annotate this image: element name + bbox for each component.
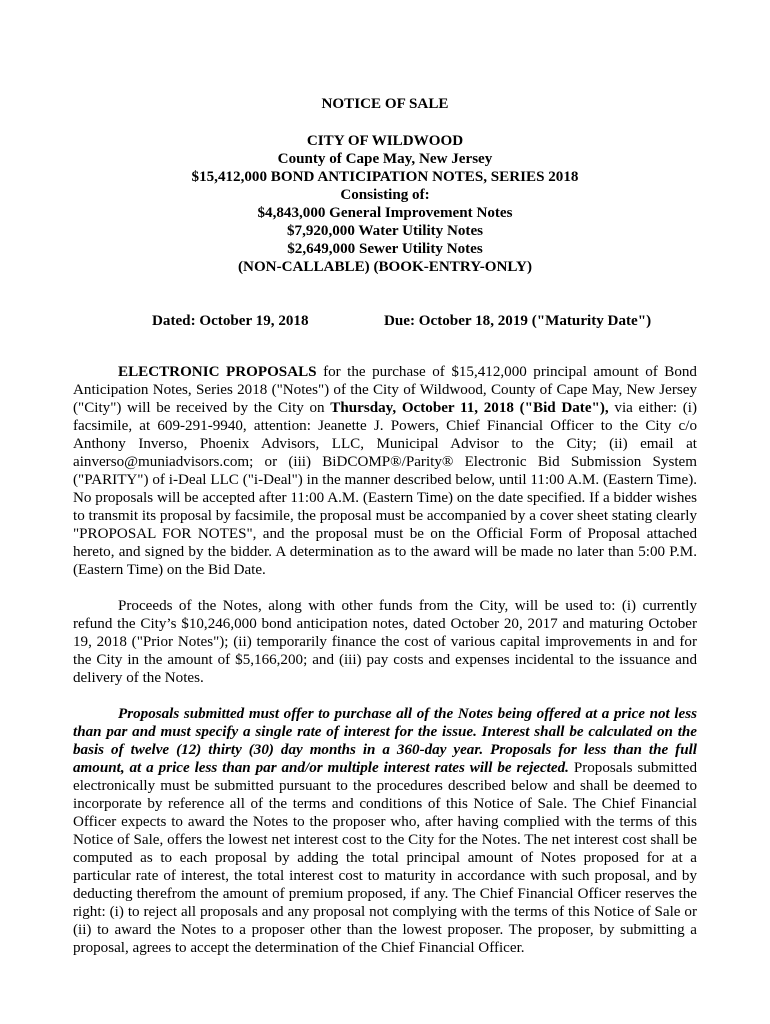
water-utility-notes: $7,920,000 Water Utility Notes	[286, 223, 484, 239]
paragraph-text: for the purchase of $15,412,000 principal amount of Bond Anticipation Notes, Series 2018 ("Notes") of the City of Wildwood, County of Cape May, New Jersey ("City") will be received by the City on	[73, 364, 697, 416]
due-date: Due: October 18, 2019 ("Maturity Date")	[384, 313, 652, 329]
proposal-requirements-emphasis: Proposals submitted must offer to purchase all of the Notes being offered at a price not less than par and must specify a single rate of interest for the issue. Interest shall be calculated on the basis of twelve (12) thirty (30) day months in a 360-day year. Proposals for less than the full amount, at a price less than par and/or multiple interest rates will be rejected.	[73, 706, 697, 776]
paragraph-text: via either: (i) facsimile, at 609-291-9940, attention: Jeanette J. Powers, Chief Financial Officer to the City c/o Anthony Inverso, Phoenix Advisors, LLC, Municipal Advisor to the City; (ii) email at ainverso@muniadvisors.com; or (iii) BiDCOMP®/Parity® Electronic Bid Submission System ("PARITY") of i-Deal LLC ("i-Deal") in the manner described below, until 11:00 A.M. (Eastern Time). No proposals will be accepted after 11:00 A.M. (Eastern Time) on the date specified. If a bidder wishes to transmit its proposal by facsimile, the proposal must be accompanied by a cover sheet stating clearly "PROPOSAL FOR NOTES", and the proposal must be on the Official Form of Proposal attached hereto, and signed by the bidder. A determination as to the award will be made no later than 5:00 P.M. (Eastern Time) on the Bid Date.	[73, 400, 697, 578]
county-line: County of Cape May, New Jersey	[277, 151, 493, 167]
proceeds-paragraph	[73, 597, 697, 687]
dated-date: Dated: October 19, 2018	[152, 313, 309, 329]
issue-amount: $15,412,000 BOND ANTICIPATION NOTES, SERIES 2018	[191, 169, 579, 185]
electronic-proposals-paragraph	[73, 363, 697, 579]
bid-date: Thursday, October 11, 2018 ("Bid Date"),	[330, 400, 609, 416]
proposal-terms-paragraph	[73, 705, 697, 957]
sewer-utility-notes: $2,649,000 Sewer Utility Notes	[287, 241, 483, 257]
paragraph-text: Proposals submitted electronically must be submitted pursuant to the procedures described below and shall be deemed to incorporate by reference all of the terms and conditions of this Notice of Sale. The Chief Financial Officer expects to award the Notes to the proposer who, after having complied with the terms of this Notice of Sale, offers the lowest net interest cost to the City for the Notes. The net interest cost shall be computed as to each proposal by adding the total principal amount of Notes proposed for at a particular rate of interest, the total interest cost to maturity in accordance with such proposal, and by deducting therefrom the amount of premium proposed, if any. The Chief Financial Officer reserves the right: (i) to reject all proposals and any proposal not complying with the terms of this Notice of Sale or (ii) to award the Notes to a proposer other than the lowest proposer. The proposer, by submitting a proposal, agrees to accept the determination of the Chief Financial Officer.	[73, 760, 697, 956]
callable-status: (NON-CALLABLE) (BOOK-ENTRY-ONLY)	[238, 259, 532, 275]
issue-heading	[0, 132, 770, 276]
general-improvement-notes: $4,843,000 General Improvement Notes	[257, 205, 513, 221]
paragraph-text: Proceeds of the Notes, along with other funds from the City, will be used to: (i) currently refund the City’s $10,246,000 bond anticipation notes, dated October 20, 2017 and maturing October 19, 2018 ("Prior Notes"); (ii) temporarily finance the cost of various capital improvements in and for the City in the amount of $5,166,200; and (iii) pay costs and expenses incidental to the issuance and delivery of the Notes.	[73, 598, 697, 686]
electronic-proposals-lead: ELECTRONIC PROPOSALS	[118, 364, 317, 380]
issuer-name: CITY OF WILDWOOD	[306, 133, 464, 149]
notice-title: NOTICE OF SALE	[321, 96, 449, 112]
consisting-of: Consisting of:	[340, 187, 430, 203]
